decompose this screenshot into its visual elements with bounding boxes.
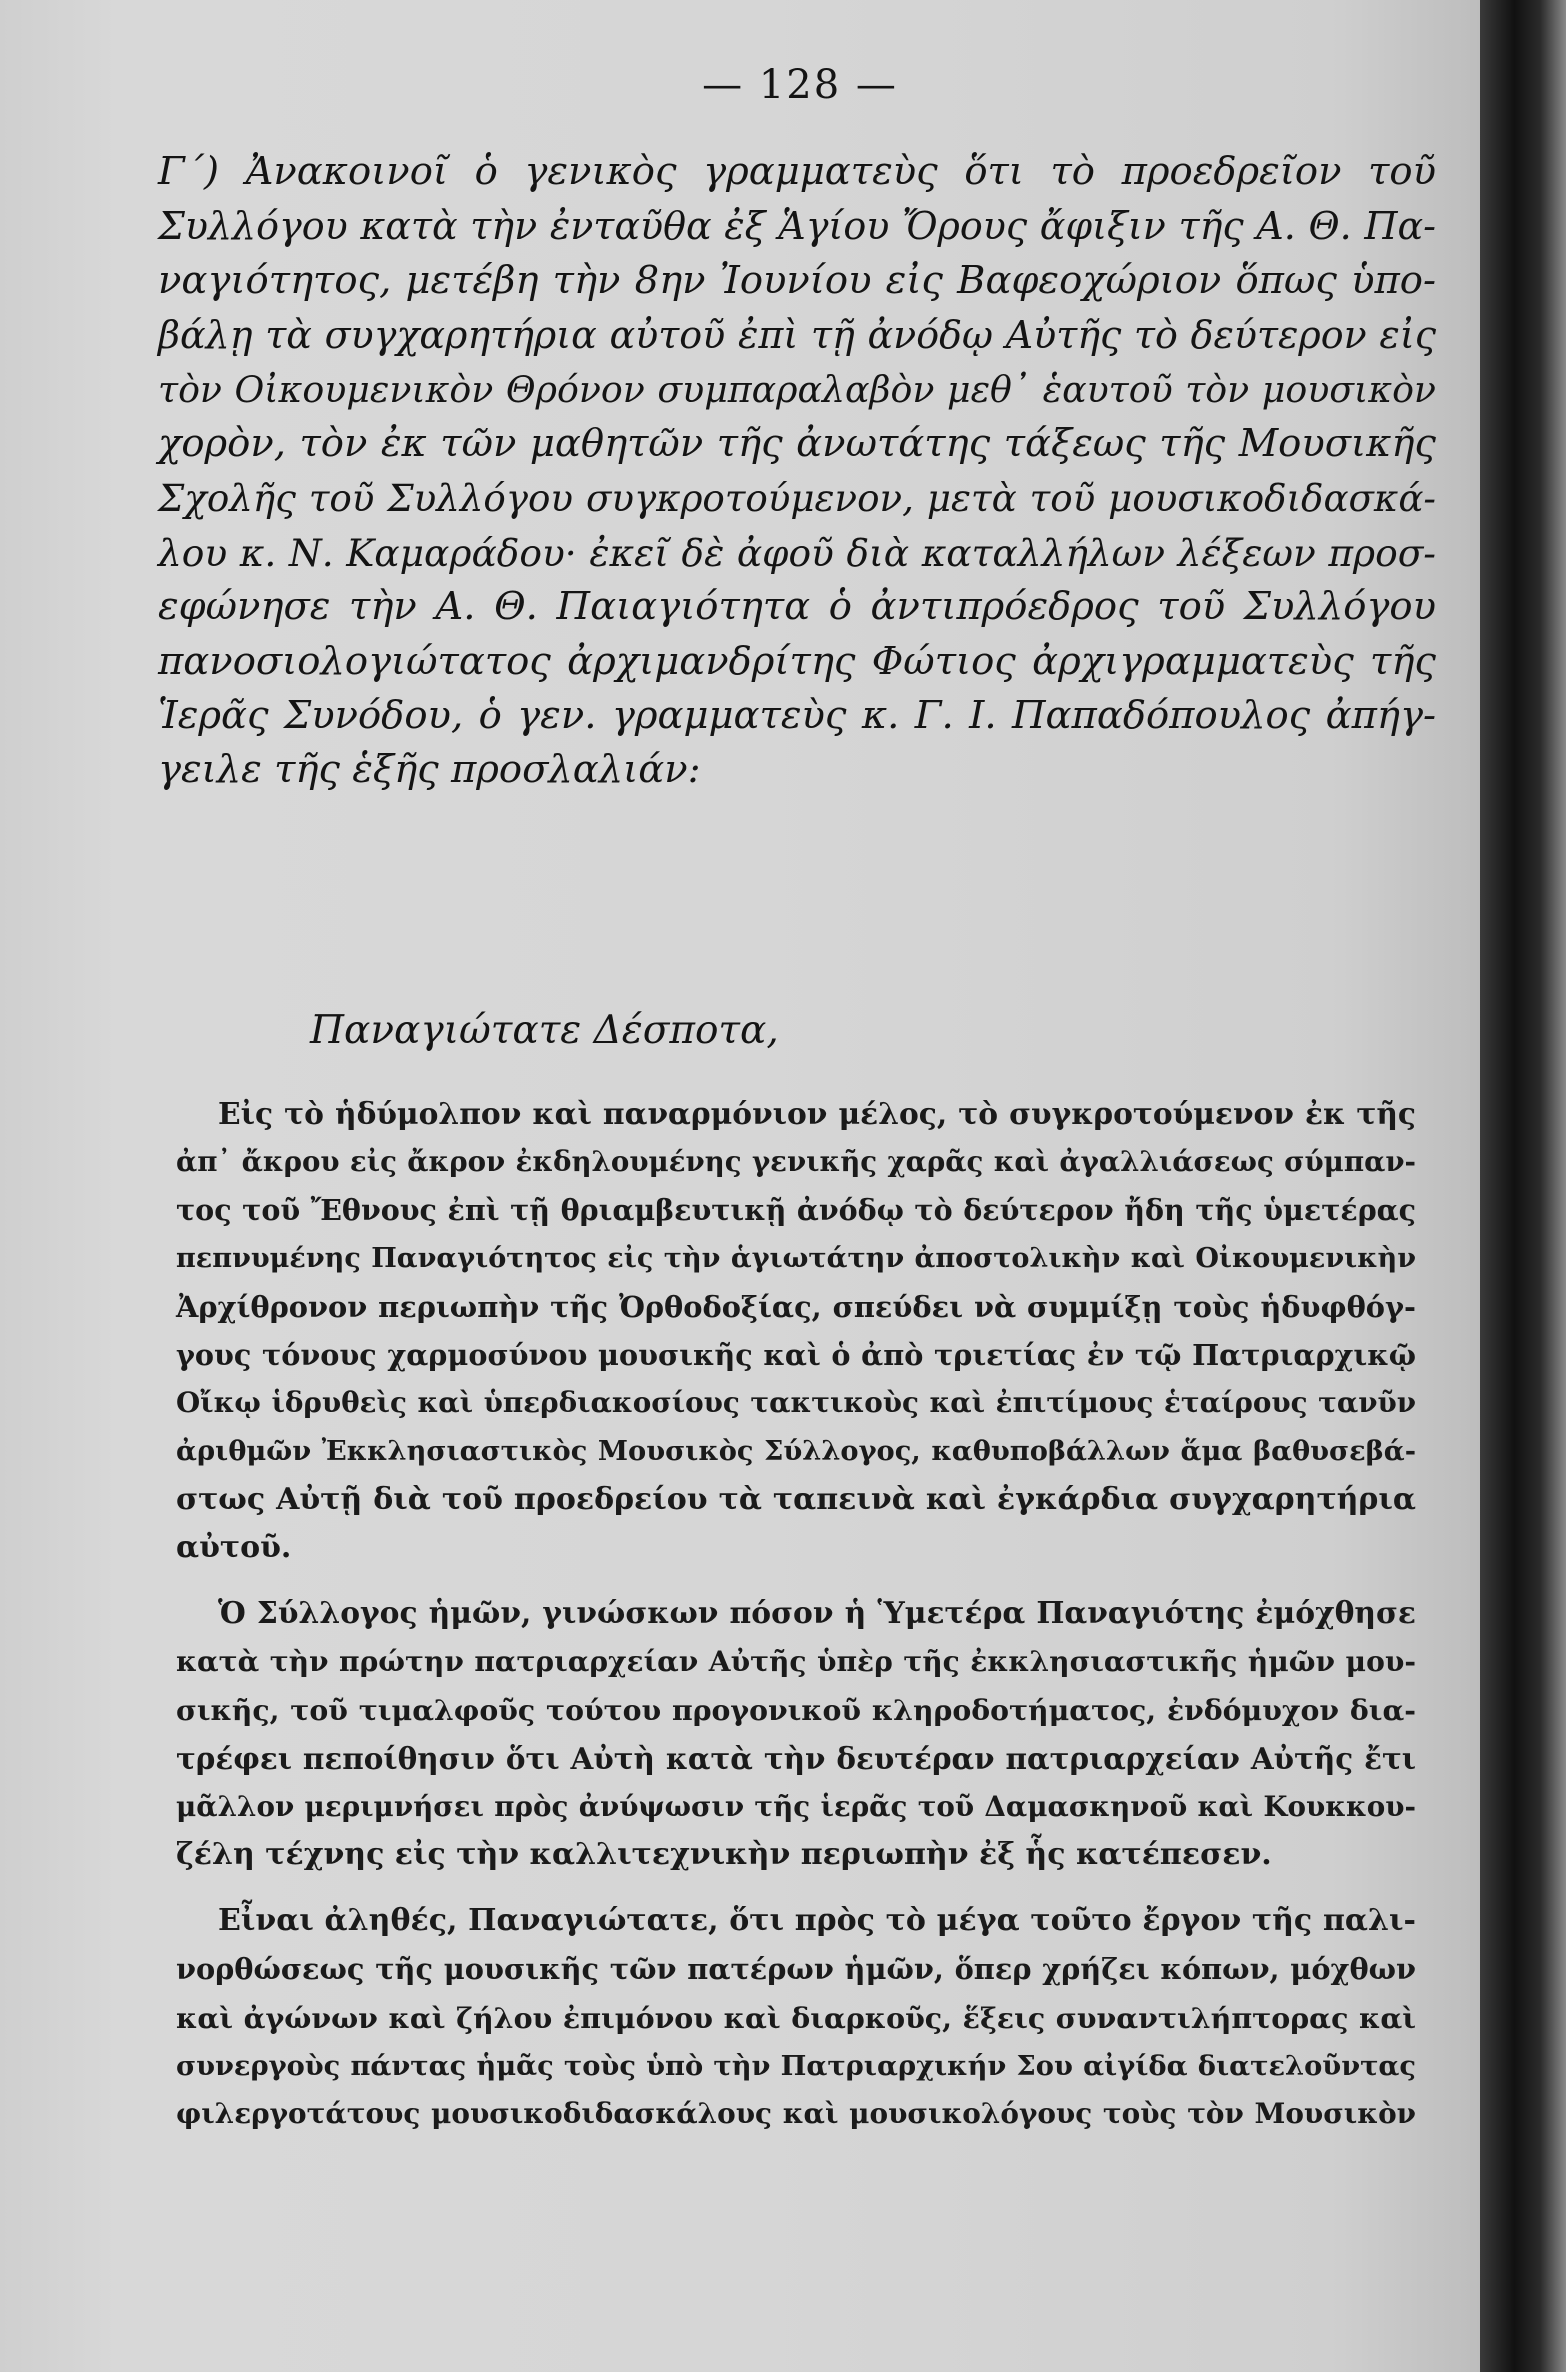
letter-paragraph-2 <box>176 1590 1416 1879</box>
text-line: Συλλόγου κατὰ τὴν ἐνταῦθα ἐξ Ἁγίου Ὄρους ἄφιξιν τῆς Α. Θ. Πα- <box>158 204 1436 249</box>
text-line: καὶ ἀγώνων καὶ ζήλου ἐπιμόνου καὶ διαρκοῦς, ἕξεις συναντιλήπτορας καὶ <box>176 2000 1416 2035</box>
text-line: νορθώσεως τῆς μουσικῆς τῶν πατέρων ἡμῶν, ὅπερ χρήζει κόπων, μόχθων <box>176 1952 1416 1987</box>
text-line: Οἴκῳ ἱδρυθεὶς καὶ ὑπερδιακοσίους τακτικοὺς καὶ ἐπιτίμους ἑταίρους τανῦν <box>176 1386 1416 1420</box>
text-line: Ἀρχίθρονον περιωπὴν τῆς Ὀρθοδοξίας, σπεύδει νὰ συμμίξῃ τοὺς ἡδυφθόγ- <box>176 1289 1416 1324</box>
text-line: ζέλη τέχνης εἰς τὴν καλλιτεχνικὴν περιωπὴν ἐξ ἧς κατέπεσεν. <box>176 1837 1272 1873</box>
text-line: ἀριθμῶν Ἐκκλησιαστικὸς Μουσικὸς Σύλλογος, καθυποβάλλων ἅμα βαθυσεβά- <box>176 1435 1416 1468</box>
text-line: φιλεργοτάτους μουσικοδιδασκάλους καὶ μουσικολόγους τοὺς τὸν Μουσικὸν <box>176 2097 1416 2131</box>
text-line: σικῆς, τοῦ τιμαλφοῦς τούτου προγονικοῦ κληροδοτήματος, ἐνδόμυχον δια- <box>176 1693 1416 1728</box>
text-line: χορὸν, τὸν ἐκ τῶν μαθητῶν τῆς ἀνωτάτης τάξεως τῆς Μουσικῆς <box>158 421 1436 467</box>
text-line: Εἶναι ἀληθές, Παναγιώτατε, ὅτι πρὸς τὸ μέγα τοῦτο ἔργον τῆς παλι- <box>218 1903 1416 1939</box>
text-line: πανοσιολογιώτατος ἀρχιμανδρίτης Φώτιος ἀρχιγραμματεὺς τῆς <box>158 638 1436 684</box>
text-line: τος τοῦ Ἔθνους ἐπὶ τῇ θριαμβευτικῇ ἀνόδῳ τὸ δεύτερον ἤδη τῆς ὑμετέρας <box>176 1193 1416 1228</box>
text-line: εφώνησε τὴν Α. Θ. Παιαγιότητα ὁ ἀντιπρόεδρος τοῦ Συλλόγου <box>158 584 1436 630</box>
text-line: Ἱερᾶς Συνόδου, ὁ γεν. γραμματεὺς κ. Γ. Ι. Παπαδόπουλος ἀπήγ- <box>158 693 1436 739</box>
text-line: πεπνυμένης Παναγιότητος εἰς τὴν ἁγιωτάτην ἀποστολικὴν καὶ Οἰκουμενικὴν <box>176 1242 1416 1274</box>
page-number: — 128 — <box>702 62 898 108</box>
text-line: λου κ. Ν. Καμαράδου· ἐκεῖ δὲ ἀφοῦ διὰ καταλλήλων λέξεων προσ- <box>158 530 1436 575</box>
text-line: συνεργοὺς πάντας ἡμᾶς τοὺς ὑπὸ τὴν Πατριαρχικήν Σου αἰγίδα διατελοῦντας <box>176 2049 1416 2082</box>
text-line: στως Αὐτῇ διὰ τοῦ προεδρείου τὰ ταπεινὰ καὶ ἐγκάρδια συγχαρητήρια <box>176 1481 1416 1517</box>
text-line: μᾶλλον μεριμνήσει πρὸς ἀνύψωσιν τῆς ἱερᾶς τοῦ Δαμασκηνοῦ καὶ Κουκκου- <box>176 1789 1416 1823</box>
text-line: γειλε τῆς ἑξῆς προσλαλιάν: <box>158 747 701 793</box>
text-line: κατὰ τὴν πρώτην πατριαρχείαν Αὐτῆς ὑπὲρ τῆς ἐκκλησιαστικῆς ἡμῶν μου- <box>176 1645 1416 1679</box>
letter-body <box>176 1090 1416 2156</box>
text-line: τρέφει πεποίθησιν ὅτι Αὐτὴ κατὰ τὴν δευτέραν πατριαρχείαν Αὐτῆς ἔτι <box>176 1740 1416 1776</box>
text-line: βάλῃ τὰ συγχαρητήρια αὐτοῦ ἐπὶ τῇ ἀνόδῳ Αὐτῆς τὸ δεύτερον εἰς <box>158 313 1436 358</box>
text-line: αὐτοῦ. <box>176 1529 292 1565</box>
page-edge-shadow <box>1480 0 1566 2372</box>
intro-paragraph <box>158 145 1436 798</box>
text-line: Ὁ Σύλλογος ἡμῶν, γινώσκων πόσον ἡ Ὑμετέρα Παναγιότης ἐμόχθησε <box>218 1596 1416 1632</box>
text-line: Γ´) Ἀνακοινοῖ ὁ γενικὸς γραμματεὺς ὅτι τὸ προεδρεῖον τοῦ <box>158 149 1436 194</box>
letter-paragraph-1 <box>176 1090 1416 1572</box>
text-line: ναγιότητος, μετέβη τὴν 8ην Ἰουνίου εἰς Βαφεοχώριον ὅπως ὑπο- <box>158 257 1436 303</box>
text-line: Εἰς τὸ ἡδύμολπον καὶ παναρμόνιον μέλος, τὸ συγκροτούμενον ἐκ τῆς <box>218 1096 1416 1131</box>
text-line: γους τόνους χαρμοσύνου μουσικῆς καὶ ὁ ἀπὸ τριετίας ἐν τῷ Πατριαρχικῷ <box>176 1338 1416 1373</box>
text-line: ἀπ᾿ ἄκρου εἰς ἄκρον ἐκδηλουμένης γενικῆς χαρᾶς καὶ ἀγαλλιάσεως σύμπαν- <box>176 1145 1416 1179</box>
letter-paragraph-3 <box>176 1897 1416 2138</box>
text-line: Σχολῆς τοῦ Συλλόγου συγκροτούμενον, μετὰ τοῦ μουσικοδιδασκά- <box>158 476 1436 521</box>
text-line: τὸν Οἰκουμενικὸν Θρόνον συμπαραλαβὸν μεθ᾿ ἑαυτοῦ τὸν μουσικὸν <box>158 367 1436 411</box>
letter-salutation: Παναγιώτατε Δέσποτα, <box>310 1008 779 1053</box>
